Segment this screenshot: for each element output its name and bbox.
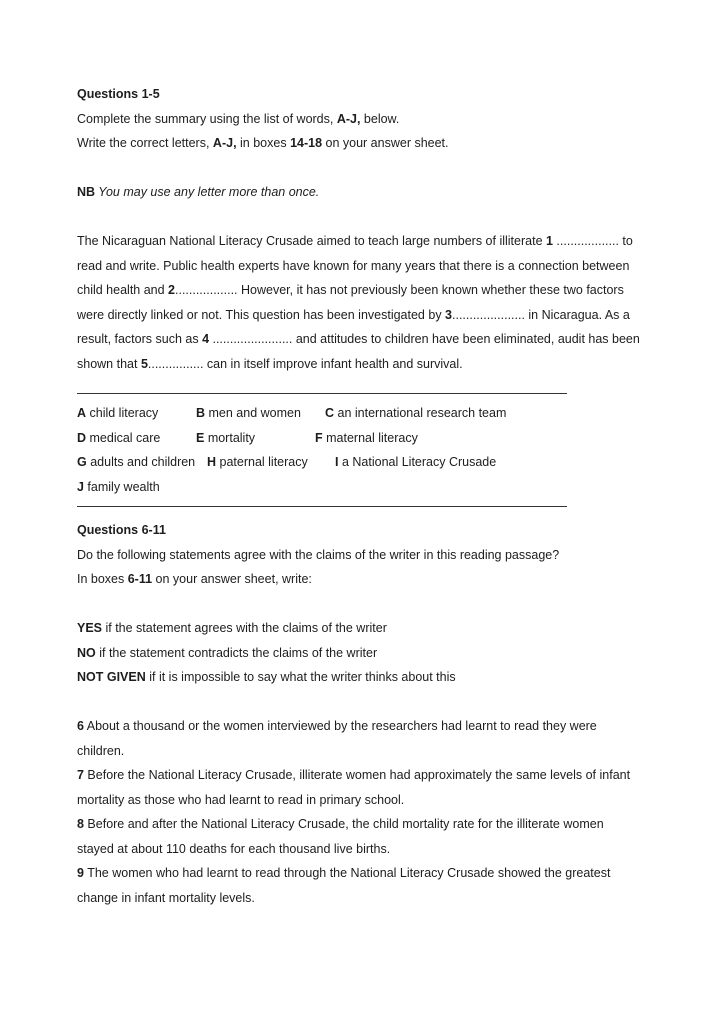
answer-key-yes: YES if the statement agrees with the claims of the writer — [77, 621, 387, 635]
option-b: B men and women — [196, 406, 301, 420]
statement-7: 7 Before the National Literacy Crusade, illiterate women had approximately the same levels of infant mortality as those who had learnt to read in primary school. — [77, 768, 631, 807]
option-j: J family wealth — [77, 479, 160, 494]
summary-line: shown that 5................ can in itself improve infant health and survival. — [77, 356, 463, 371]
statement-6: 6 About a thousand or the women interviewed by the researchers had learnt to read they were children. — [77, 719, 597, 758]
nb-note: NB You may use any letter more than once. — [77, 185, 320, 199]
summary-line: child health and 2.................. However, it has not previously been known whether these two factors — [77, 283, 624, 297]
section2-instruction-1: Do the following statements agree with the claims of the writer in this reading passage? — [77, 547, 560, 562]
gap-number-2: 2 — [168, 283, 175, 297]
section1-instruction-2: Write the correct letters, A-J, in boxes 14-18 on your answer sheet. — [77, 136, 449, 150]
summary-line: result, factors such as 4 ....................... and attitudes to children have been eliminated, audit has been — [77, 332, 640, 346]
section2-instruction-2: In boxes 6-11 on your answer sheet, write: — [77, 572, 312, 586]
option-h: H paternal literacy — [207, 455, 308, 469]
section2-title: Questions 6-11 — [77, 523, 166, 537]
gap-number-1: 1 — [546, 234, 553, 248]
option-d: D medical care — [77, 430, 161, 445]
word-options-box — [77, 401, 647, 499]
statement-9: 9 The women who had learnt to read through the National Literacy Crusade showed the greatest change in infant mortality levels. — [77, 866, 611, 905]
statement-8: 8 Before and after the National Literacy Crusade, the child mortality rate for the illiterate women stayed at about 110 deaths for each thousand live births. — [77, 817, 604, 856]
divider-top — [77, 393, 567, 394]
option-f: F maternal literacy — [315, 430, 418, 445]
option-i: I a National Literacy Crusade — [335, 455, 497, 469]
gap-number-5: 5 — [140, 356, 148, 371]
option-e: E mortality — [196, 430, 256, 445]
summary-paragraph — [77, 229, 647, 376]
summary-line: The Nicaraguan National Literacy Crusade aimed to teach large numbers of illiterate 1 .................. to — [77, 234, 633, 248]
gap-number-3: 3 — [445, 307, 452, 322]
option-g: G adults and children — [77, 455, 196, 469]
answer-key-no: NO if the statement contradicts the claims of the writer — [77, 645, 378, 660]
summary-line: were directly linked or not. This question has been investigated by 3..................... in Nicaragua. As a — [77, 307, 630, 322]
gap-number-4: 4 — [202, 332, 210, 346]
summary-line: read and write. Public health experts have known for many years that there is a connection between — [77, 258, 630, 273]
answer-key-not-given: NOT GIVEN if it is impossible to say what the writer thinks about this — [77, 670, 456, 684]
section1-title: Questions 1-5 — [77, 87, 160, 101]
section1-instruction-1: Complete the summary using the list of words, A-J, below. — [77, 111, 400, 126]
option-c: C an international research team — [325, 406, 507, 420]
option-a: A child literacy — [77, 406, 159, 420]
worksheet-page — [77, 82, 647, 910]
